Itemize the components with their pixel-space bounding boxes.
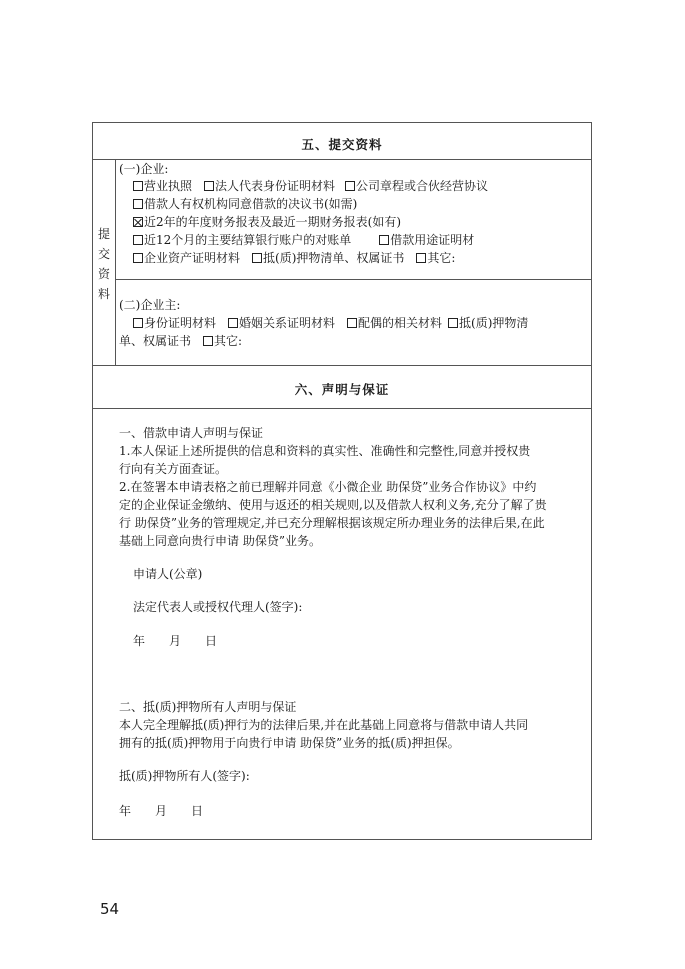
declaration-text-line: 行向有关方面查证。 — [119, 462, 228, 476]
checkbox[interactable] — [133, 253, 143, 263]
checkbox-label: 企业资产证明材料 — [144, 251, 241, 265]
enterprise-checklist-row-5 — [133, 250, 455, 266]
checkbox-label: 借款人有权机构同意借款的决议书(如需) — [144, 197, 358, 211]
checkbox-label: 其它: — [214, 334, 243, 348]
side-label-char: 资 — [97, 267, 110, 281]
declaration-text-line: 定的企业保证金缴纳、使用与返还的相关规则,以及借款人权利义务,充分了解了贵 — [119, 498, 547, 512]
checkbox-label: 抵(质)押物清 — [459, 316, 529, 330]
checkbox[interactable] — [416, 253, 426, 263]
application-form-table — [92, 122, 592, 840]
side-label-char: 提 — [97, 227, 110, 241]
enterprise-checklist-row-3 — [133, 214, 401, 230]
legal-representative-signature-label: 法定代表人或授权代理人(签字): — [133, 600, 303, 614]
side-label-char: 交 — [97, 247, 110, 261]
owner-checklist-row-2 — [119, 333, 242, 349]
checkbox[interactable] — [347, 318, 357, 328]
page-number: 54 — [100, 900, 120, 918]
divider — [93, 408, 591, 409]
enterprise-checklist-row-4 — [133, 232, 474, 248]
checkbox-label: 公司章程或合伙经营协议 — [356, 179, 489, 193]
collateral-owner-signature-label: 抵(质)押物所有人(签字): — [119, 769, 250, 783]
checkbox[interactable] — [133, 235, 143, 245]
checkbox-label: 单、权属证书 — [119, 334, 192, 348]
checkbox[interactable] — [133, 199, 143, 209]
declaration-text-line: 拥有的抵(质)押物用于向贵行申请 助保贷”业务的抵(质)押担保。 — [119, 736, 460, 750]
checkbox[interactable] — [133, 318, 143, 328]
declaration-text-line: 1.本人保证上述所提供的信息和资料的真实性、准确性和完整性,同意并授权贵 — [119, 444, 531, 458]
checked-checkbox[interactable] — [133, 217, 143, 227]
collateral-owner-date-field[interactable]: 年 月 日 — [119, 804, 204, 818]
checkbox-label: 抵(质)押物清单、权属证书 — [263, 251, 405, 265]
checkbox[interactable] — [379, 235, 389, 245]
enterprise-checklist-row-1 — [133, 178, 488, 194]
checkbox-label: 配偶的相关材料 — [358, 316, 443, 330]
section-six-title: 六、声明与保证 — [294, 382, 390, 397]
borrower-declaration-heading: 一、借款申请人声明与保证 — [119, 426, 264, 440]
enterprise-checklist-row-2 — [133, 196, 357, 212]
collateral-owner-declaration-heading: 二、抵(质)押物所有人声明与保证 — [119, 700, 297, 714]
side-label-char: 料 — [97, 287, 110, 301]
checkbox[interactable] — [448, 318, 458, 328]
checkbox-label: 法人代表身份证明材料 — [215, 179, 336, 193]
checkbox-label: 近2年的年度财务报表及最近一期财务报表(如有) — [144, 215, 401, 229]
divider — [93, 159, 591, 160]
side-column-divider — [115, 159, 116, 365]
checkbox[interactable] — [133, 181, 143, 191]
checkbox-label: 营业执照 — [144, 179, 193, 193]
checkbox-label: 身份证明材料 — [144, 316, 217, 330]
checkbox[interactable] — [204, 181, 214, 191]
applicant-seal-label: 申请人(公章) — [133, 567, 203, 581]
checkbox-label: 借款用途证明材 — [390, 233, 475, 247]
declaration-text-line: 2.在签署本申请表格之前已理解并同意《小微企业 助保贷”业务合作协议》中约 — [119, 480, 537, 494]
divider — [93, 365, 591, 366]
enterprise-heading: (一)企业: — [119, 162, 169, 176]
checkbox[interactable] — [228, 318, 238, 328]
owner-checklist-row-1 — [133, 315, 528, 331]
checkbox[interactable] — [203, 336, 213, 346]
divider — [115, 279, 591, 280]
applicant-date-field[interactable]: 年 月 日 — [133, 634, 218, 648]
checkbox-label: 近12个月的主要结算银行账户的对账单 — [144, 233, 352, 247]
checkbox-label: 婚姻关系证明材料 — [239, 316, 336, 330]
checkbox-label: 其它: — [427, 251, 456, 265]
side-label-submit-materials — [93, 224, 115, 304]
declaration-text-line: 本人完全理解抵(质)押行为的法律后果,并在此基础上同意将与借款申请人共同 — [119, 718, 529, 732]
section-five-title: 五、提交资料 — [301, 137, 383, 152]
owner-heading: (二)企业主: — [119, 298, 181, 312]
declaration-text-line: 行 助保贷”业务的管理规定,并已充分理解根据该规定所办理业务的法律后果,在此 — [119, 516, 545, 530]
checkbox[interactable] — [345, 181, 355, 191]
checkbox[interactable] — [252, 253, 262, 263]
declaration-text-line: 基础上同意向贵行申请 助保贷”业务。 — [119, 534, 321, 548]
